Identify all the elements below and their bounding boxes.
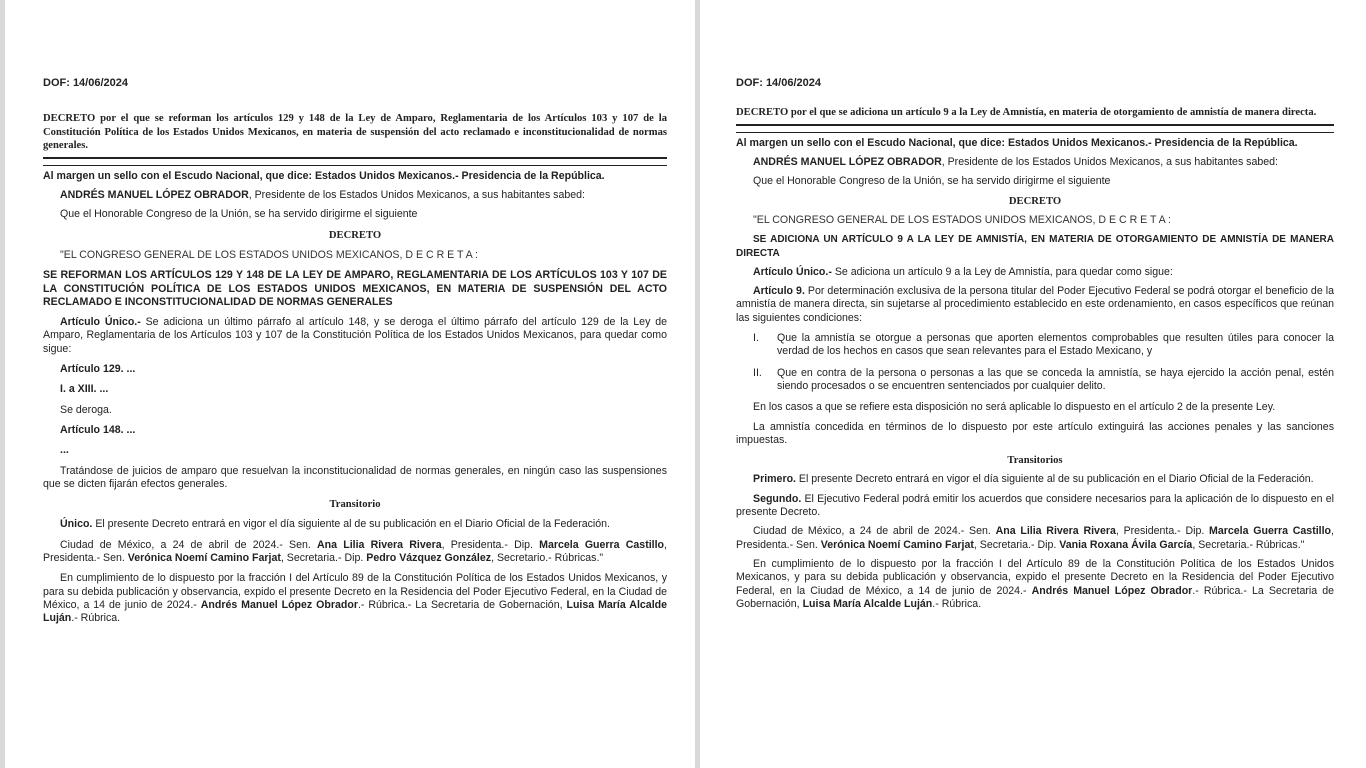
name-bold: Verónica Noemí Camino Farjat xyxy=(820,538,974,551)
page-content xyxy=(43,77,667,632)
article-label: Artículo Único.- xyxy=(753,265,832,278)
transitorio-text: El presente Decreto entrará en vigor el día siguiente al de su publicación en el Diario Oficial de la Federación. xyxy=(92,518,610,531)
text-segment: .- Rúbrica.- La Secretaria de Gobernación, xyxy=(736,584,1334,610)
promulgation xyxy=(736,558,1334,611)
transitorio-heading: Transitorio xyxy=(329,499,381,511)
congress-decrees: "EL CONGRESO GENERAL DE LOS ESTADOS UNIDOS MEXICANOS, D E C R E T A : xyxy=(60,248,478,261)
cases-text: En los casos a que se refiere esta disposición no será aplicable lo dispuesto en el artículo 2 de la presente Ley. xyxy=(753,401,1276,414)
text-segment: , Presidenta.- Dip. xyxy=(1115,525,1210,538)
new-paragraph: Tratándose de juicios de amparo que resuelvan la inconstitucionalidad de normas generales, en ningún caso las suspensiones que se dicten fijarán efectos generales. xyxy=(43,464,667,490)
article-label: Artículo Único.- xyxy=(60,316,141,329)
signatures xyxy=(736,525,1334,552)
congress-text: Que el Honorable Congreso de la Unión, se ha servido dirigirme el siguiente xyxy=(753,175,1111,188)
president-text: , Presidente de los Estados Unidos Mexicanos, a sus habitantes sabed: xyxy=(248,189,585,202)
name-bold: Ana Lilia Rivera Rivera xyxy=(317,538,442,551)
decree-title: DECRETO por el que se reforman los artículos 129 y 148 de la Ley de Amparo, Reglamentaria de los Artículos 103 y 107 de la Constitución Política de los Estados Unidos Mexicanos, en materia de suspensión del acto reclamado e inconstitucionalidad de normas generales. xyxy=(43,113,667,152)
article-9-text: Por determinación exclusiva de la persona titular del Poder Ejecutivo Federal se podrá otorgar el beneficio de la amnistía de manera directa, sin sujetarse al procedimiento establecido en este ordenamiento, en casos específicos que reúnan las siguientes condiciones: xyxy=(736,285,1334,324)
text-segment: , Secretaria.- Dip. xyxy=(280,552,367,565)
list-item xyxy=(753,332,1334,359)
divider xyxy=(43,165,667,166)
document-page-left xyxy=(5,0,695,768)
name-bold: Verónica Noemí Camino Farjat xyxy=(127,552,281,565)
name-bold: Vania Roxana Ávila García xyxy=(1059,538,1193,551)
article-text: Se adiciona un último párrafo al artículo 148, y se deroga el último párrafo del artículo 129 de la Ley de Amparo, Reglamentaria de los Artículos 103 y 107 de la Constitución Política de los Estados Unidos Mexicanos, para quedar como sigue: xyxy=(43,316,667,355)
name-bold: Luisa María Alcalde Luján xyxy=(43,598,667,625)
text-segment: Ciudad de México, a 24 de abril de 2024.- Sen. xyxy=(753,525,996,538)
name-bold: Luisa María Alcalde Luján xyxy=(802,597,933,610)
seal-note: Al margen un sello con el Escudo Nacional, que dice: Estados Unidos Mexicanos.- Presidencia de la República. xyxy=(736,136,1298,149)
derogated: Se deroga. xyxy=(60,403,112,416)
text-segment: .- Rúbrica. xyxy=(71,612,121,625)
page-content xyxy=(736,77,1334,617)
item-text: Que la amnistía se otorgue a personas que aporten elementos comprobables que resulten útiles para conocer la verdad de los hechos en casos que sean relevantes para el Estado Mexicano, y xyxy=(777,332,1334,358)
text-segment: , Secretaria.- Rúbricas." xyxy=(1192,538,1305,551)
text-segment: En cumplimiento de lo dispuesto por la fracción I del Artículo 89 de la Constitución Política de los Estados Unidos Mexicanos, y para su debida publicación y observancia, expido el presente Decreto en la Residencia del Poder Ejecutivo Federal, en la Ciudad de México, a 14 de junio de 2024.- xyxy=(736,557,1334,597)
list-item xyxy=(753,367,1334,394)
name-bold: Andrés Manuel López Obrador xyxy=(200,598,358,611)
text-segment: , Secretario.- Rúbricas." xyxy=(491,552,604,565)
text-segment: .- Rúbrica. xyxy=(932,597,982,610)
text-segment: .- Rúbrica.- La Secretaria de Gobernación, xyxy=(357,598,567,611)
text-segment: Ciudad de México, a 24 de abril de 2024.- Sen. xyxy=(60,538,318,551)
item-number: II. xyxy=(753,366,762,379)
promulgation xyxy=(43,572,667,625)
reform-summary: SE REFORMAN LOS ARTÍCULOS 129 Y 148 DE LA LEY DE AMPARO, REGLAMENTARIA DE LOS ARTÍCULOS 103 Y 107 DE LA CONSTITUCIÓN POLÍTICA DE LOS ESTADOS UNIDOS MEXICANOS, EN MATERIA DE SUSPENSIÓN DEL ACTO RECLAMADO E INCONSTITUCIONALIDAD DE NORMAS GENERALES xyxy=(43,269,667,308)
seal-note: Al margen un sello con el Escudo Nacional, que dice: Estados Unidos Mexicanos.- Presidencia de la República. xyxy=(43,169,605,182)
segundo-label: Segundo. xyxy=(753,492,802,505)
congress-text: Que el Honorable Congreso de la Unión, se ha servido dirigirme el siguiente xyxy=(60,208,418,221)
amnesty-effects: La amnistía concedida en términos de lo dispuesto por este artículo extinguirá las acciones penales y las sanciones impuestas. xyxy=(736,420,1334,446)
fractions: I. a XIII. ... xyxy=(60,383,109,396)
name-bold: Marcela Guerra Castillo xyxy=(539,538,665,551)
congress-decrees: "EL CONGRESO GENERAL DE LOS ESTADOS UNIDOS MEXICANOS, D E C R E T A : xyxy=(753,213,1171,226)
text-segment: , Secretaria.- Dip. xyxy=(973,538,1060,551)
ellipsis: ... xyxy=(60,444,69,457)
transitorio-label: Único. xyxy=(60,518,93,531)
divider xyxy=(43,157,667,159)
president-text: , Presidente de los Estados Unidos Mexicanos, a sus habitantes sabed: xyxy=(941,156,1278,169)
signatures xyxy=(43,539,667,566)
decreto-heading: DECRETO xyxy=(328,229,382,241)
name-bold: Andrés Manuel López Obrador xyxy=(1031,584,1193,597)
document-page-right xyxy=(700,0,1366,768)
segundo-text: El Ejecutivo Federal podrá emitir los acuerdos que considere necesarios para la aplicación de lo dispuesto en el presente Decreto. xyxy=(736,492,1334,519)
addition-summary: SE ADICIONA UN ARTÍCULO 9 A LA LEY DE AMNISTÍA, EN MATERIA DE OTORGAMIENTO DE AMNISTÍA DE MANERA DIRECTA xyxy=(736,234,1334,259)
dof-date: DOF: 14/06/2024 xyxy=(736,77,821,89)
article-9-label: Artículo 9. xyxy=(753,285,805,298)
article-text: Se adiciona un artículo 9 a la Ley de Amnistía, para quedar como sigue: xyxy=(831,265,1173,278)
article-129: Artículo 129. ... xyxy=(60,363,136,376)
name-bold: Marcela Guerra Castillo xyxy=(1209,525,1332,538)
decreto-heading: DECRETO xyxy=(1008,195,1062,207)
divider xyxy=(736,124,1334,126)
article-148: Artículo 148. ... xyxy=(60,423,136,436)
primero-text: El presente Decreto entrará en vigor el día siguiente al de su publicación en el Diario Oficial de la Federación. xyxy=(795,473,1314,486)
president-name: ANDRÉS MANUEL LÓPEZ OBRADOR xyxy=(753,156,942,169)
text-segment: , Presidenta.- Sen. xyxy=(43,538,667,565)
name-bold: Pedro Vázquez González xyxy=(366,552,492,565)
president-name: ANDRÉS MANUEL LÓPEZ OBRADOR xyxy=(60,189,249,202)
transitorios-heading: Transitorios xyxy=(1007,455,1063,467)
text-segment: , Presidenta.- Sen. xyxy=(736,525,1334,551)
item-text: Que en contra de la persona o personas a las que se conceda la amnistía, se haya ejercido la acción penal, estén siendo procesados o se encuentren sentenciados por cualquier delito. xyxy=(777,366,1334,392)
divider xyxy=(736,132,1334,133)
dof-date: DOF: 14/06/2024 xyxy=(43,77,128,89)
name-bold: Ana Lilia Rivera Rivera xyxy=(995,525,1116,538)
decree-title: DECRETO por el que se adiciona un artículo 9 a la Ley de Amnistía, en materia de otorgamiento de amnistía de manera directa. xyxy=(736,107,1317,119)
text-segment: , Presidenta.- Dip. xyxy=(441,538,540,551)
primero-label: Primero. xyxy=(753,473,796,486)
text-segment: En cumplimiento de lo dispuesto por la fracción I del Artículo 89 de la Constitución Política de los Estados Unidos Mexicanos, y para su debida publicación y observancia, expido el presente Decreto en la Residencia del Poder Ejecutivo Federal, en la Ciudad de México, a 14 de junio de 2024.- xyxy=(43,572,667,611)
item-number: I. xyxy=(753,332,759,345)
